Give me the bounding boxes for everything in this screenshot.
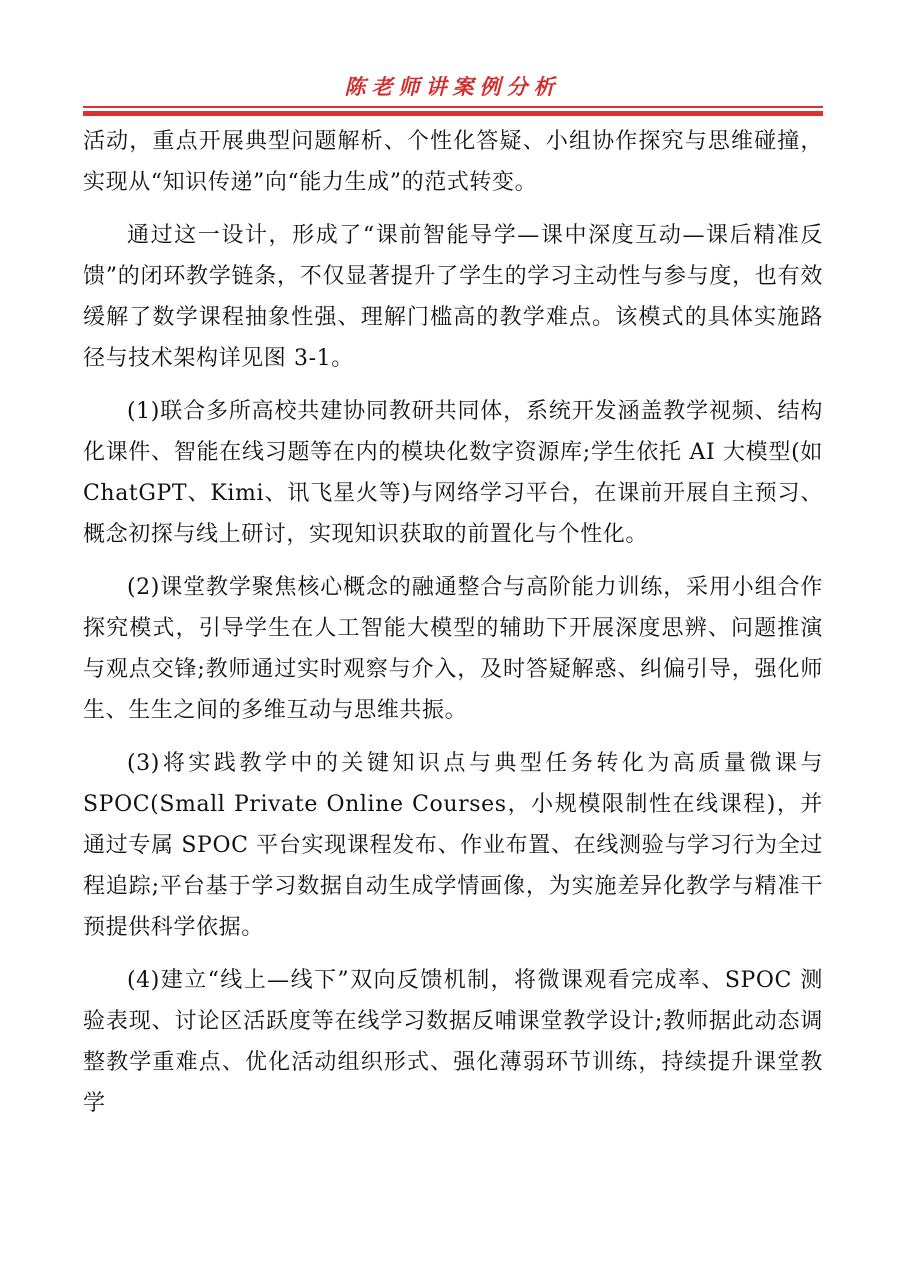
header-title: 陈老师讲案例分析 (344, 75, 561, 99)
paragraph-item-2: (2)课堂教学聚焦核心概念的融通整合与高阶能力训练，采用小组合作探究模式，引导学生在人工智能大模型的辅助下开展深度思辨、问题推演与观点交锋;教师通过实时观察与介入，及时答疑解惑、纠偏引导，强化师生、生生之间的多维互动与思维共振。 (83, 575, 823, 723)
page-header (0, 74, 905, 100)
document-body (83, 121, 823, 1124)
paragraph-item-3: (3)将实践教学中的关键知识点与典型任务转化为高质量微课与 SPOC(Small Private Online Courses，小规模限制性在线课程)，并通过专属 SPOC 平台实现课程发布、作业布置、在线测验与学习行为全过程追踪;平台基于学习数据自动生成学情画像，为实施差异化教学与精准干预提供科学依据。 (83, 751, 823, 940)
paragraph-item-1: (1)联合多所高校共建协同教研共同体，系统开发涵盖教学视频、结构化课件、智能在线习题等在内的模块化数字资源库;学生依托 AI 大模型(如 ChatGPT、Kimi、讯飞星火等)与网络学习平台，在课前开展自主预习、概念初探与线上研讨，实现知识获取的前置化与个性化。 (83, 399, 823, 547)
paragraph-design-summary: 通过这一设计，形成了“课前智能导学—课中深度互动—课后精准反馈”的闭环教学链条，不仅显著提升了学生的学习主动性与参与度，也有效缓解了数学课程抽象性强、理解门槛高的教学难点。该模式的具体实施路径与技术架构详见图 3-1。 (83, 223, 823, 371)
paragraph-continuation: 活动，重点开展典型问题解析、个性化答疑、小组协作探究与思维碰撞，实现从“知识传递”向“能力生成”的范式转变。 (83, 129, 823, 195)
header-divider-thin (83, 106, 823, 108)
paragraph-item-4: (4)建立“线上—线下”双向反馈机制，将微课观看完成率、SPOC 测验表现、讨论区活跃度等在线学习数据反哺课堂教学设计;教师据此动态调整教学重难点、优化活动组织形式、强化薄弱环节训练，持续提升课堂教学 (83, 968, 823, 1116)
header-divider-thick (83, 111, 823, 116)
